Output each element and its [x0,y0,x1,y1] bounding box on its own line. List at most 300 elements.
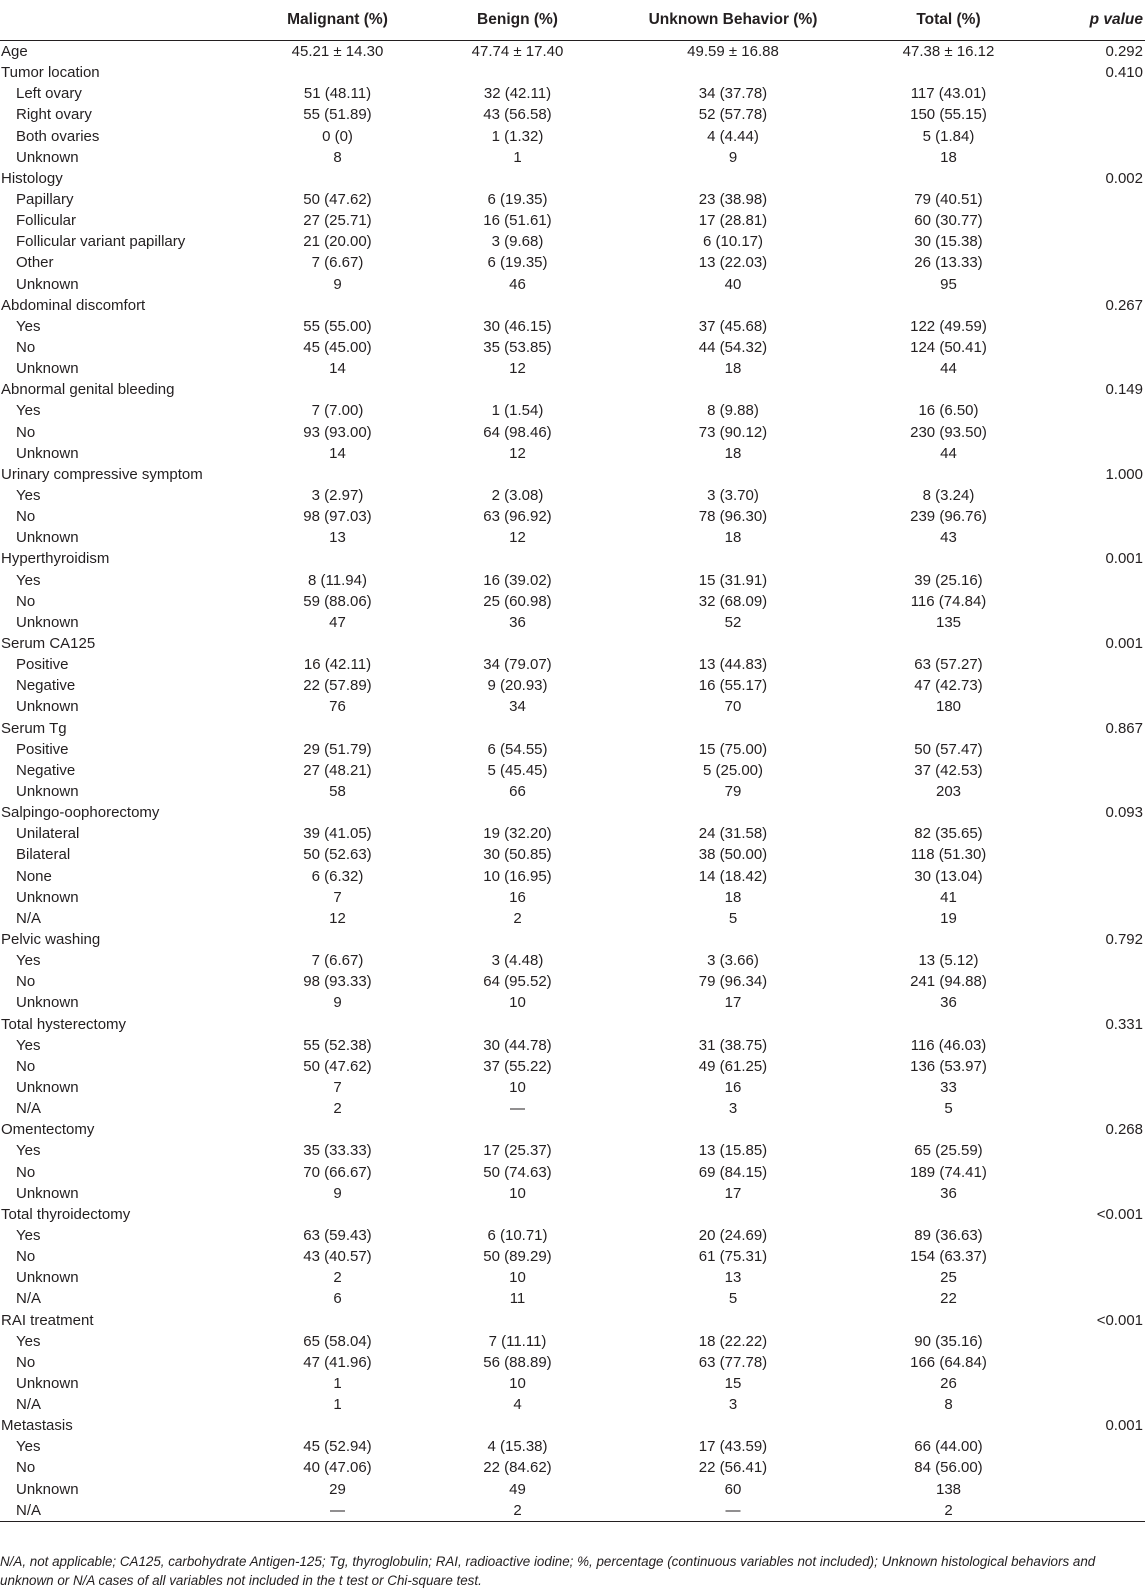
cell-benign: 56 (88.89) [483,1353,552,1371]
row-label: Unknown [16,1184,79,1202]
header-variable [0,0,240,41]
cell-total: 116 (74.84) [910,592,987,610]
row-label: Bilateral [16,846,71,864]
cell-benign: 10 [509,1184,526,1202]
cell-unknown-behavior: 52 [724,613,742,631]
cell-malignant [240,1309,435,1330]
table-row-category [0,718,1145,739]
row-label: Yes [16,487,41,505]
cell-total: 124 (50.41) [910,339,987,357]
table-row [0,1077,1145,1098]
cell-benign [435,168,600,189]
cell-benign: 12 [509,360,526,378]
cell-unknown-behavior: 3 [728,1396,738,1414]
row-label: Total hysterectomy [1,1015,127,1033]
cell-malignant: 93 (93.00) [303,423,372,441]
cell-p-value [1031,1288,1145,1309]
cell-benign: 16 (39.02) [483,571,552,589]
cell-p-value [1031,570,1145,591]
header-p-value [1031,0,1145,41]
cell-malignant: 14 [329,360,346,378]
cell-benign: 34 (79.07) [483,656,552,674]
table-row [0,739,1145,760]
cell-total: 22 [940,1290,957,1308]
table-row-category [0,1309,1145,1330]
cell-malignant [240,1415,435,1436]
cell-benign [435,929,600,950]
table-row [0,570,1145,591]
table-row-category [0,929,1145,950]
row-label: Papillary [16,191,74,209]
cell-benign: 2 [513,909,522,927]
cell-unknown-behavior: 78 (96.30) [698,508,768,526]
cell-malignant: 29 [329,1480,346,1498]
cell-benign [435,379,600,400]
row-label: Yes [16,317,41,335]
cell-total: 44 [940,444,957,462]
cell-benign [435,802,600,823]
cell-malignant [240,1204,435,1225]
cell-malignant: 59 (88.06) [303,592,372,610]
table-row [0,1479,1145,1500]
cell-benign: 64 (98.46) [483,423,552,441]
table-row [0,83,1145,104]
row-label: Metastasis [1,1417,73,1435]
cell-benign: 37 (55.22) [483,1057,552,1075]
table-row [0,612,1145,633]
cell-p-value [1031,844,1145,865]
row-label: N/A [16,1100,42,1118]
cell-total: 47 (42.73) [914,677,983,695]
cell-benign: 19 (32.20) [483,825,552,843]
cell-p-value [1031,1331,1145,1352]
cell-malignant: 51 (48.11) [303,85,372,103]
cell-unknown-behavior: 17 [724,994,742,1012]
cell-malignant: 8 [333,148,342,166]
row-label: N/A [0,1500,240,1522]
cell-malignant: 29 (51.79) [303,740,372,758]
cell-total: 116 (46.03) [910,1036,987,1054]
row-label: Unknown [16,529,79,547]
cell-malignant: — [240,1500,435,1522]
table-row [0,189,1145,210]
cell-p-value [1031,231,1145,252]
cell-total: 30 (13.04) [914,867,983,885]
cell-benign: 6 (19.35) [487,254,548,272]
cell-unknown-behavior: 18 [724,444,742,462]
cell-malignant: 1 [333,1396,342,1414]
table-row-category [0,548,1145,569]
cell-p-value [1031,1500,1145,1522]
cell-malignant: 45.21 ± 14.30 [291,43,384,61]
cell-p-value: 0.268 [1105,1121,1143,1139]
cell-total [866,1204,1031,1225]
cell-malignant: 0 (0) [322,127,353,145]
cell-benign: 16 (51.61) [483,212,552,230]
cell-unknown-behavior [600,929,866,950]
cell-unknown-behavior: 37 (45.68) [698,317,768,335]
cell-total: 66 (44.00) [914,1438,983,1456]
cell-p-value [1031,443,1145,464]
row-label: Yes [16,571,41,589]
row-label: Yes [16,1142,41,1160]
row-label: N/A [16,1290,42,1308]
cell-benign [435,718,600,739]
cell-unknown-behavior [600,633,866,654]
cell-malignant: 7 (6.67) [311,952,364,970]
table-row [0,506,1145,527]
cell-total: 118 (51.30) [910,846,987,864]
cell-benign: 12 [509,444,526,462]
cell-p-value: 0.001 [1105,550,1143,568]
cell-unknown-behavior: 18 [724,529,742,547]
table-row [0,147,1145,168]
cell-malignant [240,802,435,823]
cell-benign: 11 [509,1290,526,1308]
cell-malignant [240,1013,435,1034]
row-label: Salpingo-oophorectomy [1,804,160,822]
cell-unknown-behavior: 63 (77.78) [698,1353,768,1371]
cell-p-value [1031,210,1145,231]
cell-unknown-behavior: 52 (57.78) [698,106,768,124]
cell-malignant: 98 (93.33) [303,973,372,991]
cell-unknown-behavior: 3 (3.66) [707,952,759,970]
cell-benign: 6 (54.55) [487,740,548,758]
cell-benign [435,295,600,316]
cell-p-value: 0.267 [1105,296,1143,314]
cell-total [866,1013,1031,1034]
cell-benign: 6 (10.71) [487,1226,548,1244]
cell-total: 82 (35.65) [914,825,983,843]
cell-total: 90 (35.16) [914,1332,983,1350]
row-label: Yes [16,1226,41,1244]
cell-p-value [1031,781,1145,802]
cell-unknown-behavior: 34 (37.78) [698,85,768,103]
cell-benign [435,1204,600,1225]
cell-unknown-behavior: 18 [724,888,742,906]
cell-unknown-behavior: 18 (22.22) [698,1332,768,1350]
cell-benign: 10 [509,1269,526,1287]
row-label: Abdominal discomfort [1,296,146,314]
cell-unknown-behavior: 38 (50.00) [698,846,768,864]
cell-unknown-behavior: 24 (31.58) [698,825,768,843]
cell-benign: — [510,1100,525,1118]
cell-benign: 63 (96.92) [483,508,552,526]
cell-total: 41 [940,888,957,906]
table-row-category [0,379,1145,400]
cell-benign: 30 (44.78) [483,1036,552,1054]
cell-total: 8 [944,1396,953,1414]
cell-unknown-behavior: 3 (3.70) [707,487,759,505]
cell-malignant: 55 (52.38) [303,1036,372,1054]
cell-unknown-behavior [600,1119,866,1140]
cell-p-value [1031,696,1145,717]
table-row [0,908,1145,929]
cell-total: 203 [935,782,962,800]
cell-unknown-behavior [600,1204,866,1225]
cell-p-value: <0.001 [1096,1311,1143,1329]
table-body [0,41,1145,1522]
cell-unknown-behavior: 15 [724,1374,742,1392]
cell-total [866,802,1031,823]
cell-total: 8 (3.24) [922,487,975,505]
cell-benign [435,548,600,569]
cell-malignant [240,295,435,316]
cell-p-value [1031,908,1145,929]
cell-p-value: 0.410 [1105,64,1143,82]
cell-malignant [240,1119,435,1140]
row-label: Unknown [16,148,79,166]
table-row [0,760,1145,781]
table-row [0,252,1145,273]
cell-p-value [1031,1373,1145,1394]
cell-benign: 4 [513,1396,522,1414]
row-label: No [16,592,36,610]
cell-malignant: 12 [329,909,346,927]
table-row [0,1352,1145,1373]
row-label: Negative [16,761,76,779]
table-row [0,443,1145,464]
cell-total: 138 [935,1480,962,1498]
cell-benign: 49 [509,1480,526,1498]
cell-benign: 32 (42.11) [483,85,552,103]
table-row-category [0,464,1145,485]
cell-total: 241 (94.88) [910,973,987,991]
cell-malignant: 16 (42.11) [303,656,372,674]
cell-unknown-behavior: 5 (25.00) [702,761,764,779]
cell-unknown-behavior: 79 [724,782,742,800]
cell-total: 136 (53.97) [910,1057,987,1075]
row-label: Abnormal genital bleeding [1,381,175,399]
cell-malignant: 2 [333,1269,342,1287]
cell-malignant: 39 (41.05) [303,825,372,843]
table-row [0,126,1145,147]
table-row [0,887,1145,908]
cell-p-value [1031,358,1145,379]
cell-p-value: 0.001 [1105,1417,1143,1435]
cell-malignant: 6 [333,1290,342,1308]
cell-benign: 50 (74.63) [483,1163,552,1181]
row-label: Histology [1,169,63,187]
table-row [0,1436,1145,1457]
cell-malignant: 7 [333,1078,342,1096]
cell-total: 25 [940,1269,957,1287]
cell-p-value: 1.000 [1105,465,1143,483]
cell-total: 150 (55.15) [910,106,987,124]
cell-p-value [1031,675,1145,696]
cell-benign: 46 [509,275,526,293]
cell-benign [435,62,600,83]
cell-p-value [1031,823,1145,844]
cell-malignant: 35 (33.33) [303,1142,372,1160]
row-label: No [16,1057,36,1075]
table-row [0,1394,1145,1415]
row-label: Unknown [16,275,79,293]
cell-total: 65 (25.59) [914,1142,983,1160]
cell-p-value [1031,1436,1145,1457]
table-row [0,1288,1145,1309]
cell-malignant: 21 (20.00) [303,233,372,251]
cell-unknown-behavior: 70 [724,698,742,716]
cell-benign: 1 (1.54) [491,402,544,420]
cell-unknown-behavior: 16 [724,1078,742,1096]
cell-benign: 2 [435,1500,600,1522]
table-row-category [0,168,1145,189]
cell-total: 95 [940,275,957,293]
cell-benign: 6 (19.35) [487,191,548,209]
cell-p-value [1031,104,1145,125]
cell-malignant [240,633,435,654]
table-row [0,1098,1145,1119]
cell-unknown-behavior: 73 (90.12) [698,423,768,441]
cell-benign: 25 (60.98) [483,592,552,610]
cell-malignant: 70 (66.67) [303,1163,372,1181]
cell-p-value: 0.093 [1105,804,1143,822]
cell-p-value [1031,739,1145,760]
cell-benign: 4 (15.38) [487,1438,548,1456]
table-row-category [0,62,1145,83]
row-label: Unknown [16,698,79,716]
cell-malignant: 7 (6.67) [311,254,364,272]
row-label: Total thyroidectomy [1,1205,131,1223]
table-row [0,992,1145,1013]
table-row [0,1457,1145,1478]
cell-malignant [240,464,435,485]
table-row [0,696,1145,717]
table-row [0,1373,1145,1394]
cell-p-value [1031,400,1145,421]
cell-unknown-behavior: 40 [724,275,742,293]
cell-total: 89 (36.63) [914,1226,983,1244]
cell-total: 135 [935,613,962,631]
cell-total: 37 (42.53) [914,761,983,779]
cell-total: 79 (40.51) [914,191,983,209]
table-row [0,1183,1145,1204]
cell-benign: 10 [509,1374,526,1392]
table-row [0,1331,1145,1352]
cell-p-value [1031,1056,1145,1077]
table-row [0,675,1145,696]
cell-benign: 7 (11.11) [488,1332,547,1350]
cell-malignant: 98 (97.03) [303,508,372,526]
cell-benign: 2 (3.08) [491,487,544,505]
cell-unknown-behavior [600,802,866,823]
row-label: Unknown [16,613,79,631]
cell-p-value [1031,422,1145,443]
row-label: Serum CA125 [1,635,96,652]
header-total: Total (%) [866,0,1031,41]
row-label: Unknown [16,782,79,800]
header-benign: Benign (%) [435,0,600,41]
cell-malignant: 55 (51.89) [303,106,372,124]
cell-unknown-behavior: 61 (75.31) [698,1248,768,1266]
cell-malignant: 7 [333,888,342,906]
cell-malignant: 9 [333,1184,342,1202]
cell-total: 84 (56.00) [914,1459,983,1477]
cell-benign [435,1119,600,1140]
cell-malignant [240,62,435,83]
cell-p-value [1031,1267,1145,1288]
cell-unknown-behavior: 16 (55.17) [698,677,768,695]
cell-unknown-behavior: 22 (56.41) [698,1459,768,1477]
row-label: Pelvic washing [1,930,101,948]
cell-p-value: 0.001 [1105,635,1143,652]
row-label: Positive [16,656,69,674]
cell-total: 60 (30.77) [914,212,983,230]
cell-p-value [1031,1225,1145,1246]
cell-total: 26 (13.33) [914,254,983,272]
cell-benign: 3 (4.48) [491,952,544,970]
cell-p-value [1031,252,1145,273]
cell-benign: 36 [509,613,526,631]
cell-total: 33 [940,1078,957,1096]
cell-unknown-behavior [600,464,866,485]
cell-malignant: 14 [329,444,346,462]
cell-unknown-behavior [600,1309,866,1330]
cell-total: 19 [940,909,957,927]
table-row [0,591,1145,612]
cell-benign: 35 (53.85) [483,339,552,357]
cell-p-value: 0.867 [1105,719,1143,737]
cell-unknown-behavior: 20 (24.69) [698,1226,768,1244]
cell-total: 154 (63.37) [910,1248,987,1266]
cell-malignant: 63 (59.43) [303,1226,372,1244]
cell-total [866,379,1031,400]
cell-unknown-behavior: 8 (9.88) [707,402,759,420]
table-row [0,865,1145,886]
row-label: Serum Tg [1,719,67,737]
row-label: Other [16,254,54,272]
cell-p-value [1031,1161,1145,1182]
table-row [0,1225,1145,1246]
cell-p-value: 0.331 [1105,1015,1143,1033]
row-label: Unknown [16,360,79,378]
table-row [0,823,1145,844]
cell-total: 189 (74.41) [910,1163,987,1181]
cell-unknown-behavior: 14 (18.42) [698,867,768,885]
row-label: No [16,1248,36,1266]
cell-total: 30 (15.38) [914,233,983,251]
row-label: Yes [16,1332,41,1350]
row-label: Unknown [16,888,79,906]
cell-benign: 1 [513,148,522,166]
row-label: Unknown [16,994,79,1012]
cell-p-value [1031,485,1145,506]
row-label: Unknown [16,444,79,462]
table-row-category [0,1204,1145,1225]
table-row [0,971,1145,992]
cell-malignant: 22 (57.89) [303,677,372,695]
cell-unknown-behavior: 17 (28.81) [698,212,768,230]
row-label: Follicular [16,212,77,230]
cell-unknown-behavior [600,379,866,400]
cell-benign [435,1013,600,1034]
cell-p-value [1031,1352,1145,1373]
cell-p-value [1031,971,1145,992]
cell-malignant: 45 (52.94) [303,1438,372,1456]
table-row [0,485,1145,506]
cell-total: 230 (93.50) [910,423,987,441]
cell-p-value [1031,274,1145,295]
row-label: Yes [16,952,41,970]
cell-malignant: 58 [329,782,346,800]
row-label: Unknown [16,1480,79,1498]
cell-p-value [1031,83,1145,104]
cell-total: 36 [940,1184,957,1202]
cell-total [866,295,1031,316]
cell-p-value [1031,147,1145,168]
cell-benign: 3 (9.68) [491,233,544,251]
